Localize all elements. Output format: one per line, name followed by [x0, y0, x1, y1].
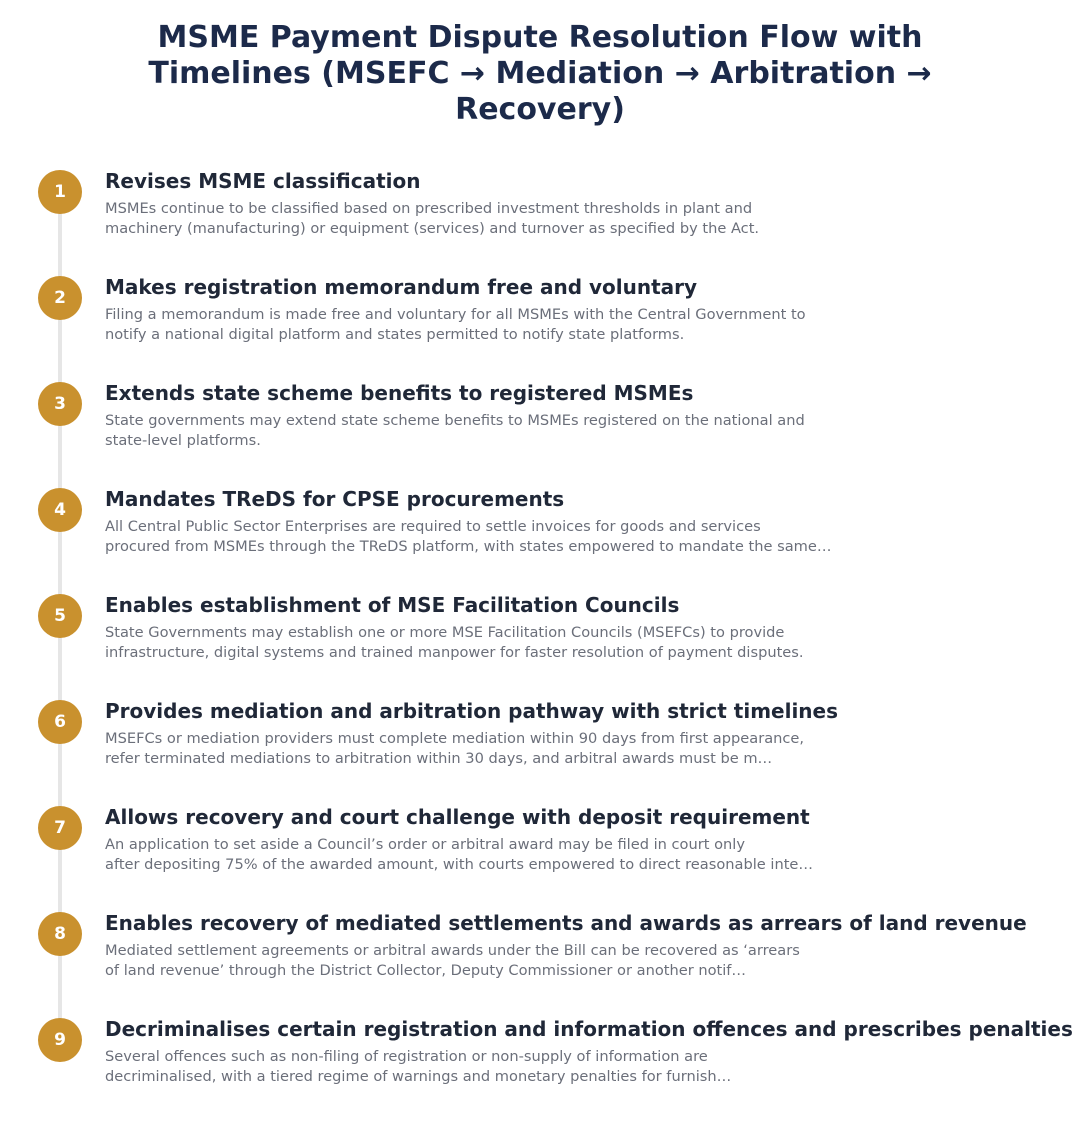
- step-description-line: notify a national digital platform and states permitted to notify state platforms.: [105, 326, 685, 343]
- step-description-line: Several offences such as non-filing of registration or non-supply of information are: [105, 1048, 708, 1065]
- step-description: [105, 411, 865, 451]
- timeline-step: [0, 382, 1080, 482]
- step-description-line: An application to set aside a Council’s order or arbitral award may be filed in court only: [105, 836, 745, 853]
- step-number-badge: 8: [38, 912, 82, 956]
- step-description: [105, 835, 865, 875]
- step-number-badge: 6: [38, 700, 82, 744]
- step-number-badge: 2: [38, 276, 82, 320]
- step-description-line: MSMEs continue to be classified based on prescribed investment thresholds in plant and: [105, 200, 753, 217]
- step-description-line: Filing a memorandum is made free and voluntary for all MSMEs with the Central Government to: [105, 306, 806, 323]
- step-description: [105, 941, 865, 981]
- step-description-line: procured from MSMEs through the TReDS platform, with states empowered to mandate the same…: [105, 538, 832, 555]
- step-description-line: state-level platforms.: [105, 432, 261, 449]
- step-title: Allows recovery and court challenge with deposit requirement: [105, 805, 810, 829]
- timeline-step: [0, 912, 1080, 1012]
- step-number-badge: 5: [38, 594, 82, 638]
- step-title: Enables recovery of mediated settlements and awards as arrears of land revenue: [105, 911, 1027, 935]
- step-number-badge: 9: [38, 1018, 82, 1062]
- step-number-badge: 4: [38, 488, 82, 532]
- step-description: [105, 305, 865, 345]
- step-description: [105, 623, 865, 663]
- step-title: Revises MSME classification: [105, 169, 421, 193]
- step-title: Decriminalises certain registration and information offences and prescribes penalties: [105, 1017, 1073, 1041]
- step-description-line: State Governments may establish one or more MSE Facilitation Councils (MSEFCs) to provide: [105, 624, 785, 641]
- timeline-step: [0, 806, 1080, 906]
- step-description: [105, 729, 865, 769]
- step-title: Makes registration memorandum free and voluntary: [105, 275, 698, 299]
- step-description: [105, 199, 865, 239]
- timeline-step: [0, 488, 1080, 588]
- step-description-line: after depositing 75% of the awarded amount, with courts empowered to direct reasonable inte…: [105, 856, 813, 873]
- step-number-badge: 3: [38, 382, 82, 426]
- timeline-step: [0, 594, 1080, 694]
- step-description-line: Mediated settlement agreements or arbitral awards under the Bill can be recovered as ‘arrears: [105, 942, 800, 959]
- page-title: MSME Payment Dispute Resolution Flow with Timelines (MSEFC → Mediation → Arbitration → Recovery): [148, 20, 932, 127]
- timeline-step: [0, 276, 1080, 376]
- step-title: Provides mediation and arbitration pathway with strict timelines: [105, 699, 839, 723]
- step-description-line: machinery (manufacturing) or equipment (services) and turnover as specified by the Act.: [105, 220, 760, 237]
- step-description-line: infrastructure, digital systems and trained manpower for faster resolution of payment disputes.: [105, 644, 804, 661]
- step-number-badge: 1: [38, 170, 82, 214]
- timeline-step: [0, 1018, 1080, 1118]
- step-title: Enables establishment of MSE Facilitation Councils: [105, 593, 680, 617]
- step-title: Extends state scheme benefits to registered MSMEs: [105, 381, 694, 405]
- step-description-line: All Central Public Sector Enterprises are required to settle invoices for goods and services: [105, 518, 761, 535]
- step-description: [105, 1047, 865, 1087]
- step-description-line: MSEFCs or mediation providers must complete mediation within 90 days from first appearance,: [105, 730, 805, 747]
- step-description-line: State governments may extend state scheme benefits to MSMEs registered on the national and: [105, 412, 805, 429]
- step-title: Mandates TReDS for CPSE procurements: [105, 487, 565, 511]
- step-description-line: of land revenue’ through the District Collector, Deputy Commissioner or another notif…: [105, 962, 747, 979]
- step-description: [105, 517, 865, 557]
- timeline-step: [0, 700, 1080, 800]
- step-description-line: refer terminated mediations to arbitration within 30 days, and arbitral awards must be m…: [105, 750, 773, 767]
- timeline-step: [0, 170, 1080, 270]
- step-number-badge: 7: [38, 806, 82, 850]
- step-description-line: decriminalised, with a tiered regime of warnings and monetary penalties for furnish…: [105, 1068, 732, 1085]
